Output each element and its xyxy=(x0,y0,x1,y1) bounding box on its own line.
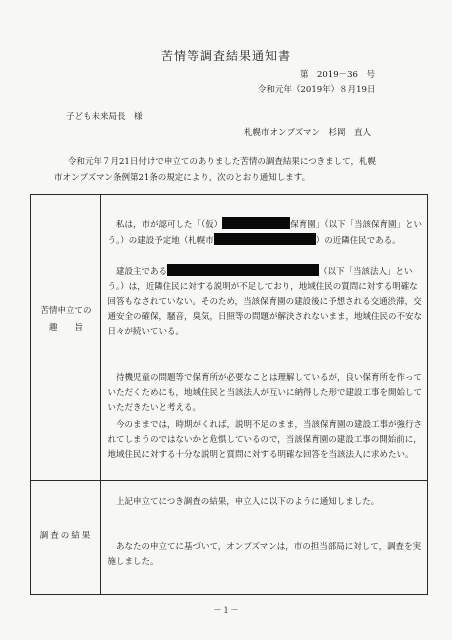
complaint-paragraph-4: 今のままでは，時期がくれば，説明不足のまま，当該保育園の建設工事が強行されてしまうのではないかと危惧しているので，当該保育園の建設工事の開始前に，地域住民に対する十分な説明と質問に対する明確な回答を当該法人に求めたい。 xyxy=(107,420,422,460)
complaint-label-line-1: 苦情申立ての xyxy=(40,306,92,316)
addressee: 子ども未来局長 様 xyxy=(66,112,143,122)
complaint-label xyxy=(31,303,101,337)
result-label-cell xyxy=(31,481,101,595)
notice-table xyxy=(30,194,428,595)
complaint-p2-text-a: 建設主である xyxy=(115,267,167,277)
result-paragraph-2: あなたの申立てに基づいて，オンブズマンは，市の担当部局に対して，調査を実施しました。 xyxy=(107,542,422,567)
page-number: －１－ xyxy=(213,606,239,616)
complaint-p2-text-c: という。）は，近隣住民に対する説明が不足しており，地域住民の質問に対する明確な回答もなされていない。そのため，当該保育園の建設後に予想される交通渋滞，交通安全の確保，騒音，臭気，日照等の問題が解決されないまま，地域住民の不安な日々が続いている。 xyxy=(107,267,422,337)
complaint-label-line-2: 趣 旨 xyxy=(48,323,83,333)
complaint-paragraph-2 xyxy=(107,264,423,340)
document-title: 苦情等調査結果通知書 xyxy=(160,49,291,63)
result-label: 調査の結果 xyxy=(39,531,93,541)
document-number: 第 2019－36 号 xyxy=(300,70,375,80)
result-paragraph-1: 上記申立てにつき調査の結果，申立人に以下のように通知しました。 xyxy=(115,497,380,507)
document-date: 令和元年（2019年）８月19日 xyxy=(258,85,376,95)
redaction-block xyxy=(167,264,319,276)
complaint-paragraph-3: 待機児童の問題等で保育所が必要なことは理解しているが，良い保育所を作っていただくためにも，地域住民と当該法人が互いに納得した形で建設工事を開始していただきたいと考える。 xyxy=(107,373,422,413)
result-row xyxy=(31,481,428,595)
complaint-row xyxy=(31,195,428,481)
redaction-block xyxy=(214,233,316,245)
complaint-p1-text-d: ） xyxy=(315,236,325,246)
complaint-p1-text-c: 保育園」という。）の建設予定地（札幌市 xyxy=(107,220,423,246)
complaint-p1-text-e: の近隣住民である。 xyxy=(324,236,401,246)
sender: 札幌市オンブズマン 杉岡 直人 xyxy=(244,128,371,138)
intro-line-1: 令和元年７月21日付けで申立てのありました苦情の調査結果につきまして，札幌 xyxy=(68,157,376,167)
complaint-p2-text-b: （以下「当該法人」 xyxy=(318,267,396,277)
complaint-paragraph-1 xyxy=(107,217,423,249)
complaint-p1-text-b: 保育園」（以下「当該 xyxy=(290,220,371,230)
result-content-cell xyxy=(101,481,428,595)
intro-line-2: 市オンブズマン条例第21条の規定により，次のとおり通知します。 xyxy=(54,173,311,183)
redaction-block xyxy=(222,217,290,229)
complaint-content-cell xyxy=(101,195,428,481)
complaint-label-cell xyxy=(31,195,101,481)
complaint-p1-text-a: 私は，市が認可した「（仮） xyxy=(115,220,223,230)
